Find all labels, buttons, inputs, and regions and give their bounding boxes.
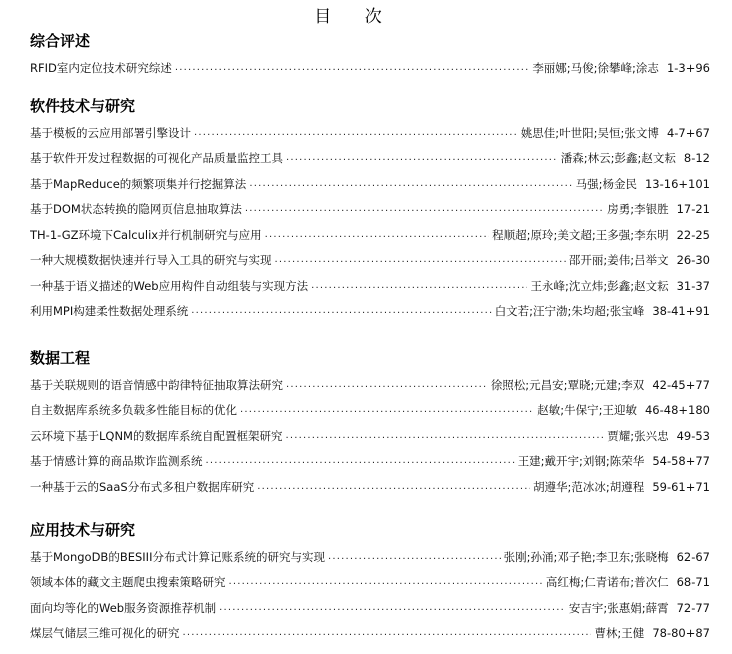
contents-entry[interactable] — [30, 369, 710, 395]
dot-leader — [285, 426, 604, 446]
dot-leader — [328, 547, 501, 567]
contents-entry[interactable] — [30, 117, 710, 143]
entry-pages: 13-16+101 — [644, 176, 710, 191]
entry-title: 基于DOM状态转换的隐网页信息抽取算法 — [30, 202, 242, 216]
dot-leader — [275, 250, 566, 270]
entry-title: 基于关联规则的语音情感中韵律特征抽取算法研究 — [30, 377, 283, 392]
dot-leader — [191, 301, 491, 321]
entry-pages: 8-12 — [683, 151, 710, 165]
entry-title: 利用MPI构建柔性数据处理系统 — [30, 304, 189, 318]
contents-entry[interactable] — [30, 618, 710, 644]
entry-pages: 31-37 — [676, 278, 710, 293]
contents-section — [30, 519, 710, 643]
contents-entry[interactable] — [30, 446, 710, 472]
entry-pages: 38-41+91 — [652, 304, 710, 318]
entry-pages: 4-7+67 — [666, 125, 710, 140]
contents-section — [30, 347, 710, 497]
contents-entry[interactable] — [30, 541, 710, 567]
contents-entry[interactable] — [30, 471, 710, 497]
contents-entry[interactable] — [30, 168, 710, 194]
entry-title: 基于情感计算的商品欺诈监测系统 — [30, 454, 203, 468]
contents-section — [30, 95, 710, 321]
contents-entry[interactable] — [30, 592, 710, 618]
entry-title: 云环境下基于LQNM的数据库系统自配置框架研究 — [30, 428, 283, 443]
dot-leader — [249, 174, 572, 194]
entry-title: 基于MongoDB的BESIII分布式计算记账系统的研究与实现 — [30, 549, 325, 564]
dot-leader — [206, 451, 515, 471]
entry-authors: 李丽娜;马俊;徐攀峰;涂志 — [532, 60, 659, 75]
entry-pages: 49-53 — [676, 428, 710, 443]
entry-title: 煤层气储层三维可视化的研究 — [30, 626, 180, 640]
entry-authors: 房勇;李银胜 — [607, 202, 669, 216]
entry-authors: 程顺超;原玲;美文超;王多强;李东明 — [492, 227, 669, 242]
dot-leader — [183, 623, 592, 643]
entry-pages: 62-67 — [676, 549, 710, 564]
entry-authors: 徐照松;元昌安;覃晓;元建;李双 — [490, 377, 645, 392]
dot-leader — [265, 225, 490, 245]
dot-leader — [311, 276, 527, 296]
entry-title: 自主数据库系统多负载多性能目标的优化 — [30, 403, 237, 417]
entry-authors: 马强;杨金民 — [575, 176, 637, 191]
dot-leader — [245, 199, 604, 219]
entry-pages: 46-48+180 — [644, 403, 710, 417]
dot-leader — [219, 598, 566, 618]
contents-entry[interactable] — [30, 143, 710, 169]
entry-title: RFID室内定位技术研究综述 — [30, 60, 172, 75]
entry-pages: 59-61+71 — [652, 479, 710, 494]
dot-leader — [175, 58, 529, 78]
entry-pages: 17-21 — [676, 202, 710, 216]
contents-entry[interactable] — [30, 270, 710, 296]
contents-entry[interactable] — [30, 395, 710, 421]
entry-title: TH-1-GZ环境下Calculix并行机制研究与应用 — [30, 227, 262, 242]
section-heading: 数据工程 — [30, 349, 91, 367]
entry-title: 一种基于语义描述的Web应用构件自动组装与实现方法 — [30, 278, 309, 293]
contents-entry[interactable] — [30, 245, 710, 271]
entry-authors: 姚思佳;叶世阳;吴恒;张文博 — [520, 125, 659, 140]
page-title: 目 次 — [314, 7, 396, 27]
entry-title: 面向均等化的Web服务资源推荐机制 — [30, 600, 217, 615]
section-heading: 应用技术与研究 — [30, 521, 136, 539]
contents-entry[interactable] — [30, 296, 710, 322]
entry-title: 一种大规模数据快速并行导入工具的研究与实现 — [30, 253, 272, 267]
contents-entry[interactable] — [30, 52, 710, 78]
entry-pages: 42-45+77 — [652, 377, 710, 392]
entry-authors: 邵开丽;姜伟;吕举文 — [568, 253, 669, 267]
dot-leader — [240, 400, 534, 420]
contents-entry[interactable] — [30, 219, 710, 245]
entry-authors: 赵敏;牛保宁;王迎敏 — [537, 403, 637, 417]
entry-pages: 78-80+87 — [652, 626, 710, 640]
entry-title: 基于模板的云应用部署引擎设计 — [30, 125, 191, 140]
entry-authors: 白文若;汪宁渤;朱均超;张宝峰 — [494, 304, 645, 318]
section-heading: 软件技术与研究 — [30, 97, 136, 115]
entry-authors: 曹林;王健 — [594, 626, 645, 640]
entry-authors: 王永峰;沈立炜;彭鑫;赵文耘 — [530, 278, 669, 293]
entry-title: 基于MapReduce的频繁项集并行挖掘算法 — [30, 176, 247, 191]
entry-authors: 潘森;林云;彭鑫;赵文耘 — [560, 151, 676, 165]
entry-authors: 贾耀;张兴忠 — [607, 428, 669, 443]
entry-authors: 胡遵华;范冰冰;胡遵程 — [533, 479, 645, 494]
contents-entry[interactable] — [30, 567, 710, 593]
contents-section — [30, 30, 710, 78]
entry-pages: 1-3+96 — [666, 60, 710, 75]
dot-leader — [229, 572, 543, 592]
contents-entry[interactable] — [30, 420, 710, 446]
entry-authors: 张刚;孙涌;邓子艳;李卫东;张晓梅 — [503, 549, 669, 564]
contents-entry[interactable] — [30, 194, 710, 220]
entry-authors: 安吉宇;张惠娟;薛霄 — [568, 600, 669, 615]
dot-leader — [286, 375, 488, 395]
entry-pages: 54-58+77 — [652, 454, 710, 468]
dot-leader — [286, 148, 558, 168]
section-heading: 综合评述 — [30, 32, 91, 50]
entry-title: 基于软件开发过程数据的可视化产品质量监控工具 — [30, 151, 283, 165]
entry-title: 一种基于云的SaaS分布式多租户数据库研究 — [30, 479, 255, 494]
entry-pages: 26-30 — [676, 253, 710, 267]
dot-leader — [257, 477, 530, 497]
entry-pages: 22-25 — [676, 227, 710, 242]
entry-pages: 68-71 — [676, 575, 710, 589]
entry-title: 领域本体的藏文主题爬虫搜索策略研究 — [30, 575, 226, 589]
entry-authors: 高红梅;仁青诺布;普次仁 — [545, 575, 669, 589]
entry-pages: 72-77 — [676, 600, 710, 615]
dot-leader — [194, 123, 518, 143]
entry-authors: 王建;戴开宇;刘钢;陈荣华 — [517, 454, 645, 468]
